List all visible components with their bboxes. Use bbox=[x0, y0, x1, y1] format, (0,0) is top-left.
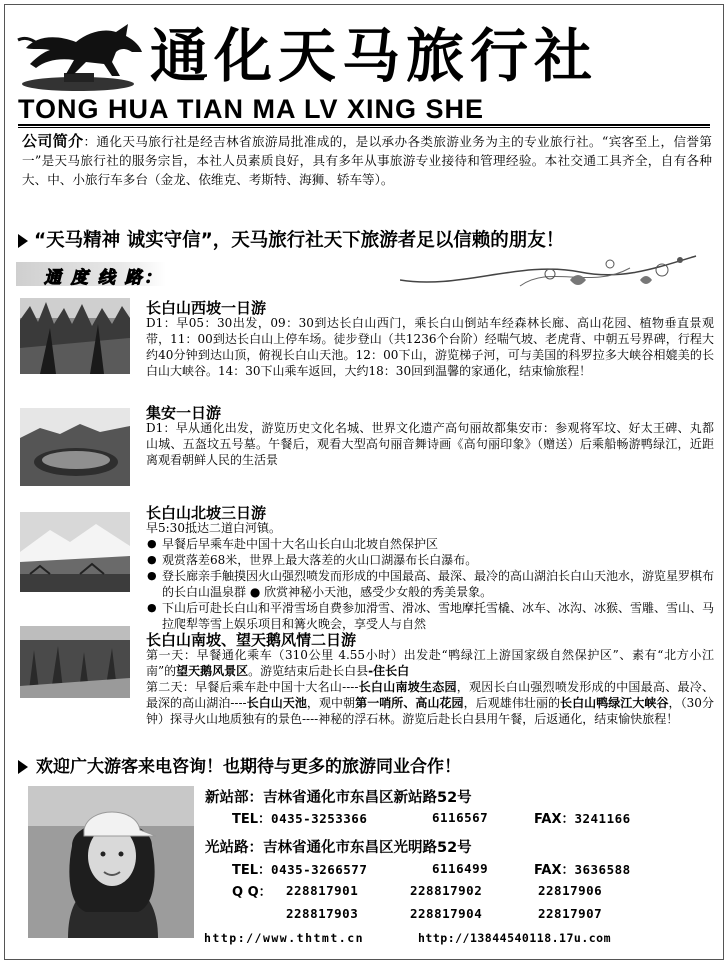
qq-number: 228817904 bbox=[410, 906, 483, 921]
slogan bbox=[18, 226, 564, 252]
welcome-banner bbox=[18, 752, 461, 777]
forest-photo bbox=[20, 298, 130, 374]
qq-number: 22817906 bbox=[538, 883, 603, 898]
tour-text: ，观中朝 bbox=[306, 696, 356, 710]
company-intro bbox=[22, 132, 712, 189]
tour-bullet-list bbox=[146, 536, 714, 632]
tour-title: 长白山北坡三日游 bbox=[146, 504, 267, 522]
phone-number: 0435-3266577 bbox=[271, 862, 368, 877]
tour-description: D1：早05：30出发，09：30到达长白山西门，乘长白山倒站车经森林长廊、高山花园、植物垂直景观带，11：00到达长白山上停车场。徒步登山（共1236个台阶）经喘气坡、老虎背、中朝五号界碑，行程大约40分钟到达山顶，俯视长白山天池。12：00下山，游览梯子河，可与美国的科罗拉多大峡谷相媲美的长白山大峡谷。14：30下山乘车返回，大约18：30回到温馨的家通化，结束愉旅程！ bbox=[146, 316, 715, 378]
list-item: ● 观赏落差68米，世界上最大落差的火山口湖瀑布长白瀑布。 bbox=[162, 552, 714, 568]
tel-label: TEL： bbox=[232, 812, 272, 827]
horse-logo-icon bbox=[16, 18, 148, 94]
tour-text: ，后观雄伟壮丽的 bbox=[463, 696, 561, 710]
website-link[interactable]: http://www.thtmt.cn bbox=[204, 931, 365, 945]
phone-number: 6116567 bbox=[432, 810, 489, 825]
list-item: ● 登长廊亲手触摸因火山强烈喷发而形成的中国最高、最深、最冷的高山湖泊长白山天池水，游览星罗棋布的长白山温泉群 ● 欣赏神秘小天池，感受少女般的秀美景象。 bbox=[162, 568, 714, 600]
arrow-icon bbox=[18, 234, 28, 248]
xinzhan-fax-row bbox=[534, 808, 631, 827]
tour-text: 第二天：早餐后乘车赴中国十大名山---- bbox=[146, 680, 359, 694]
portrait-photo bbox=[28, 786, 194, 938]
list-item: ● 早餐后早乘车赴中国十大名山长白山北坡自然保护区 bbox=[162, 536, 714, 552]
company-name-cn: 通化天马旅行社 bbox=[150, 22, 599, 90]
qq-label: Q Q： bbox=[232, 885, 272, 900]
tour-text: 第一天：早餐通化乘车（310公里 4.55小时）出发赴“鸭绿江上游国家级自然保护区”、素有“北方小江南”的 bbox=[146, 648, 714, 678]
guangzhan-fax-row bbox=[534, 859, 631, 878]
xinzhan-address: 新站部：吉林省通化市东昌区新站路52号 bbox=[205, 790, 472, 806]
header-rule-thin bbox=[18, 127, 710, 128]
tour-intro: 早5:30抵达二道白河镇。 bbox=[146, 521, 281, 535]
website-link[interactable]: http://13844540118.17u.com bbox=[418, 931, 612, 945]
qq-number: 22817907 bbox=[538, 906, 603, 921]
header-rule bbox=[18, 124, 710, 126]
company-name-en: TONG HUA TIAN MA LV XING SHE bbox=[18, 94, 485, 124]
qq-number: 228817902 bbox=[410, 883, 483, 898]
tel-label: TEL： bbox=[232, 863, 272, 878]
tour-highlight: -住长白 bbox=[368, 664, 410, 678]
fax-number: 3241166 bbox=[574, 811, 631, 826]
tour-title: 长白山南坡、望天鹅风情二日游 bbox=[146, 631, 357, 649]
tour-highlight: 长白山天池 bbox=[246, 696, 307, 710]
guangzhan-address: 光站路：吉林省通化市东昌区光明路52号 bbox=[205, 840, 472, 856]
tour-text: ，（30分钟）探寻火山地质独有的景色----神秘的浮石林。游览后赴长白县用午餐，后返通化，结束愉快旅程！ bbox=[146, 696, 714, 726]
tour-text: 。游览结束后赴长白县 bbox=[248, 664, 369, 678]
decorative-swirl-icon bbox=[400, 250, 700, 296]
tour-text: ，观因长白山强烈喷发形成的中国最高、最冷、最深的高山湖泊---- bbox=[146, 680, 714, 710]
route-banner-text: 通 度 线 路： bbox=[44, 268, 163, 288]
tour-description: D1：早从通化出发，游览历史文化名城、世界文化遗产高句丽故都集安市：参观将军坟、好太王碑、丸都山城、五盔坟五号墓。午餐后，观看大型高句丽音舞诗画《高句丽印象》（赠送）后乘船畅游鸭绿江，近距离观看朝鲜人民的生活景 bbox=[146, 421, 714, 467]
arrow-icon bbox=[18, 760, 28, 774]
intro-label: 公司简介 bbox=[22, 132, 84, 150]
slogan-text: “天马精神 诚实守信”，天马旅行社天下旅游者足以信赖的朋友！ bbox=[34, 230, 565, 251]
tour-title: 集安一日游 bbox=[146, 404, 222, 422]
guangzhan-tel-row bbox=[232, 859, 367, 878]
qq-number: 228817901 bbox=[286, 883, 359, 898]
fax-label: FAX： bbox=[534, 812, 575, 827]
route-banner bbox=[16, 262, 166, 286]
tour-title: 长白山西坡一日游 bbox=[146, 299, 267, 317]
canyon-photo bbox=[20, 626, 130, 698]
tour-description bbox=[146, 647, 714, 727]
tour-description bbox=[146, 520, 714, 632]
tour-highlight: 长白山鸭绿江大峡谷 bbox=[560, 696, 669, 710]
fax-number: 3636588 bbox=[574, 862, 631, 877]
intro-text: ：通化天马旅行社是经吉林省旅游局批准成的，是以承办各类旅游业务为主的专业旅行社。“宾客至上，信誉第一”是天马旅行社的服务宗旨，本社人员素质良好，具有多年从事旅游专业接待和管理经验。本社交通工具齐全，自有各种大、中、小旅行车多台（金龙、依维克、考斯特、海狮、轿车等）。 bbox=[22, 134, 712, 187]
tour-highlight: 望天鹅风景区 bbox=[176, 664, 249, 678]
xinzhan-tel-row bbox=[232, 808, 367, 827]
phone-number: 0435-3253366 bbox=[271, 811, 368, 826]
fax-label: FAX： bbox=[534, 863, 575, 878]
lake-photo bbox=[20, 408, 130, 486]
phone-number: 6116499 bbox=[432, 861, 489, 876]
tour-highlight: 第一哨所、高山花园 bbox=[355, 696, 464, 710]
tour-highlight: 长白山南坡生态园 bbox=[358, 680, 457, 694]
qq-number: 228817903 bbox=[286, 906, 359, 921]
snow-mountain-photo bbox=[20, 512, 130, 592]
welcome-text: 欢迎广大游客来电咨询！也期待与更多的旅游同业合作！ bbox=[36, 757, 461, 777]
list-item: ● 下山后可赴长白山和平滑雪场自费参加滑雪、滑冰、雪地摩托雪橇、冰车、冰沟、冰猴、雪雕、雪山、马拉爬犁等雪上娱乐项目和篝火晚会，享受人与自然 bbox=[162, 600, 714, 632]
